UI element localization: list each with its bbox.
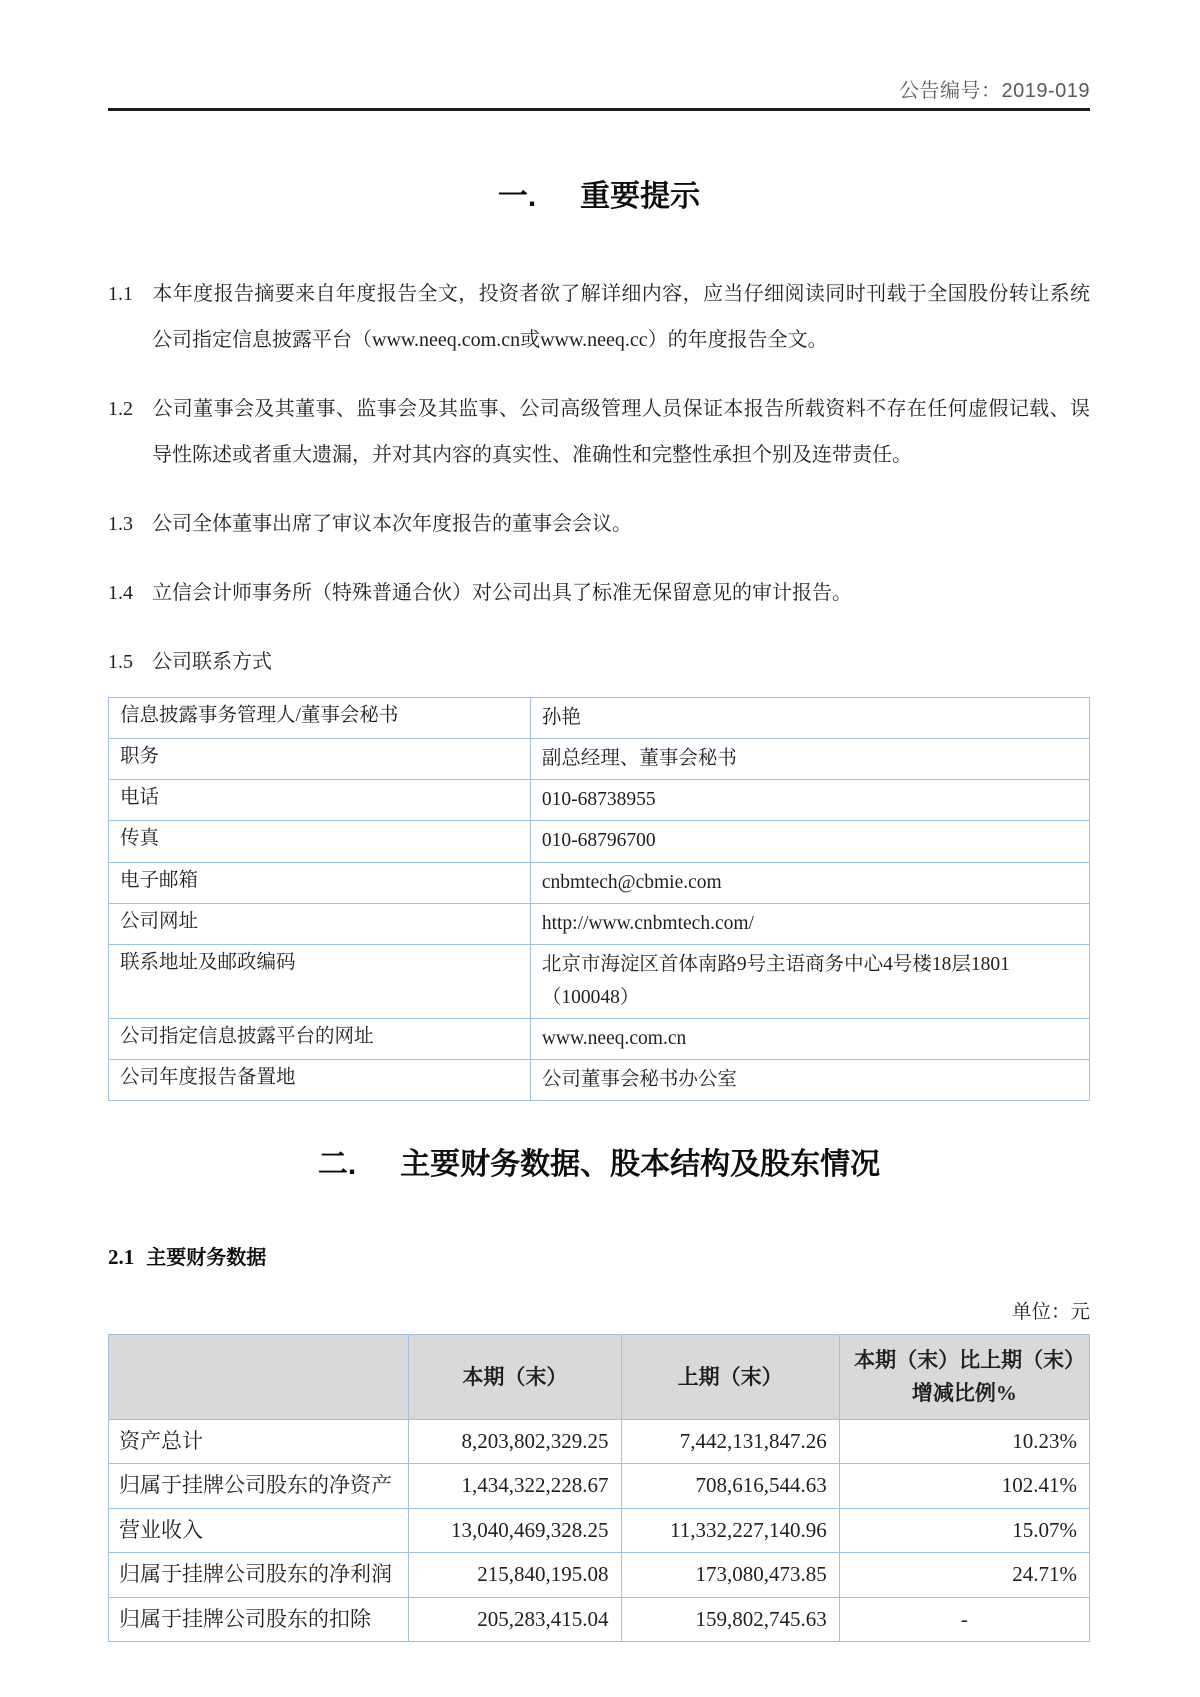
paragraph-1-1	[108, 271, 1090, 363]
financial-data-table	[108, 1334, 1090, 1642]
table-row	[109, 698, 1090, 739]
paragraph-number: 1.3	[108, 513, 133, 535]
table-header-row	[109, 1335, 1090, 1419]
current-value: 8,203,802,329.25	[409, 1419, 621, 1464]
contact-value: 010-68796700	[530, 821, 1089, 862]
section-2-title-text: 主要财务数据、股本结构及股东情况	[400, 1148, 881, 1182]
contact-value: cnbmtech@cbmie.com	[530, 862, 1089, 903]
table-row	[109, 1553, 1090, 1598]
change-value: -	[839, 1597, 1089, 1642]
contact-label: 公司网址	[109, 903, 531, 944]
unit-note: 单位：元	[1011, 1302, 1090, 1324]
contact-label: 信息披露事务管理人/董事会秘书	[109, 698, 531, 739]
paragraph-number: 1.4	[108, 582, 133, 604]
contact-value: 公司董事会秘书办公室	[530, 1060, 1089, 1101]
prior-value: 708,616,544.63	[621, 1464, 839, 1509]
metric-label: 资产总计	[109, 1419, 409, 1464]
table-row	[109, 1597, 1090, 1642]
paragraph-1-3	[108, 501, 1090, 547]
paragraph-number: 1.1	[108, 283, 133, 305]
table-row	[109, 1464, 1090, 1509]
table-row	[109, 862, 1090, 903]
prior-value: 11,332,227,140.96	[621, 1508, 839, 1553]
contact-label: 公司年度报告备置地	[109, 1060, 531, 1101]
table-row	[109, 1060, 1090, 1101]
contact-value: http://www.cnbmtech.com/	[530, 903, 1089, 944]
prior-value: 159,802,745.63	[621, 1597, 839, 1642]
paragraph-number: 1.5	[108, 651, 133, 673]
prior-value: 7,442,131,847.26	[621, 1419, 839, 1464]
company-contact-table	[108, 697, 1090, 1101]
subsection-2-1-heading	[108, 1241, 1090, 1270]
contact-value: 北京市海淀区首体南路9号主语商务中心4号楼18层1801（100048）	[530, 944, 1089, 1018]
contact-value: www.neeq.com.cn	[530, 1019, 1089, 1060]
section-1-title-text: 重要提示	[580, 180, 701, 213]
paragraph-text: 立信会计师事务所（特殊普通合伙）对公司出具了标准无保留意见的审计报告。	[152, 582, 852, 604]
announcement-number: 公告编号：2019-019	[108, 0, 1090, 111]
metric-label: 营业收入	[109, 1508, 409, 1553]
contact-label: 电话	[109, 780, 531, 821]
contact-label: 传真	[109, 821, 531, 862]
metric-label: 归属于挂牌公司股东的净利润	[109, 1553, 409, 1598]
table-row	[109, 1508, 1090, 1553]
change-value: 24.71%	[839, 1553, 1089, 1598]
contact-value: 010-68738955	[530, 780, 1089, 821]
subsection-number: 2.1	[108, 1245, 135, 1270]
table-row	[109, 780, 1090, 821]
header-current-period: 本期（末）	[409, 1335, 621, 1419]
current-value: 13,040,469,328.25	[409, 1508, 621, 1553]
paragraph-text: 公司董事会及其董事、监事会及其监事、公司高级管理人员保证本报告所载资料不存在任何虚假记载、误导性陈述或者重大遗漏，并对其内容的真实性、准确性和完整性承担个别及连带责任。	[152, 398, 1090, 466]
contact-label: 公司指定信息披露平台的网址	[109, 1019, 531, 1060]
contact-label: 联系地址及邮政编码	[109, 944, 531, 1018]
paragraph-text: 公司联系方式	[152, 651, 272, 673]
subsection-title-text: 主要财务数据	[146, 1247, 267, 1270]
current-value: 1,434,322,228.67	[409, 1464, 621, 1509]
change-value: 102.41%	[839, 1464, 1089, 1509]
change-value: 10.23%	[839, 1419, 1089, 1464]
paragraph-1-5	[108, 639, 1090, 685]
table-row	[109, 944, 1090, 1018]
contact-value: 副总经理、董事会秘书	[530, 739, 1089, 780]
table-row	[109, 903, 1090, 944]
paragraph-1-2	[108, 386, 1090, 478]
table-row	[109, 1419, 1090, 1464]
current-value: 205,283,415.04	[409, 1597, 621, 1642]
header-empty	[109, 1335, 409, 1419]
paragraph-text: 公司全体董事出席了审议本次年度报告的董事会会议。	[152, 513, 632, 535]
section-1-number: 一.	[497, 180, 537, 213]
header-prior-period: 上期（末）	[621, 1335, 839, 1419]
metric-label: 归属于挂牌公司股东的扣除	[109, 1597, 409, 1642]
contact-label: 职务	[109, 739, 531, 780]
section-1-title	[108, 171, 1090, 215]
current-value: 215,840,195.08	[409, 1553, 621, 1598]
page-content	[108, 171, 1090, 1642]
paragraph-number: 1.2	[108, 398, 133, 420]
table-row	[109, 1019, 1090, 1060]
paragraph-text: 本年度报告摘要来自年度报告全文，投资者欲了解详细内容，应当仔细阅读同时刊载于全国股份转让系统公司指定信息披露平台（www.neeq.com.cn或www.neeq.cc）的年度报告全文。	[152, 283, 1090, 351]
contact-value: 孙艳	[530, 698, 1089, 739]
section-2-number: 二.	[317, 1148, 357, 1182]
table-row	[109, 821, 1090, 862]
header-change-ratio: 本期（末）比上期（末）增减比例%	[839, 1335, 1089, 1419]
section-2-title	[108, 1139, 1090, 1183]
metric-label: 归属于挂牌公司股东的净资产	[109, 1464, 409, 1509]
table-row	[109, 739, 1090, 780]
contact-label: 电子邮箱	[109, 862, 531, 903]
paragraph-1-4	[108, 570, 1090, 616]
prior-value: 173,080,473.85	[621, 1553, 839, 1598]
change-value: 15.07%	[839, 1508, 1089, 1553]
